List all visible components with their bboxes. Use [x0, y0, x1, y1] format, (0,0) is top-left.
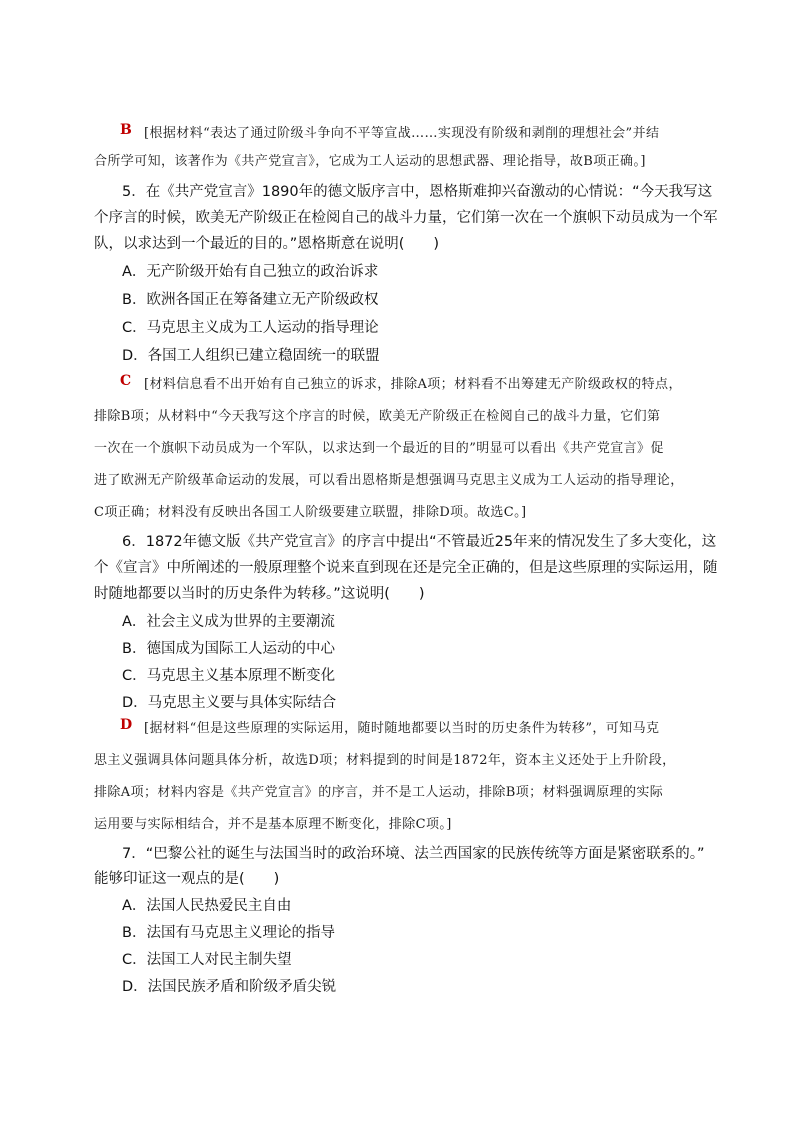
option-b: B．欧洲各国正在筹备建立无产阶级政权: [122, 292, 379, 308]
option-a: A．社会主义成为世界的主要潮流: [122, 614, 335, 630]
answer-line: [94, 373, 682, 392]
answer-text: [据材料“但是这些原理的实际运用，随时随地都要以当时的历史条件为转移”，可知马克: [144, 721, 660, 736]
option-b: B．法国有马克思主义理论的指导: [122, 925, 335, 941]
question-line: 个序言的时候，欧美无产阶级正在检阅自己的战斗力量，它们第一次在一个旗帜下动员成为一个军: [94, 210, 718, 226]
answer-line: 进了欧洲无产阶级革命运动的发展，可以看出恩格斯是想强调马克思主义成为工人运动的指导理论，: [94, 473, 684, 488]
question-line: 个《宣言》中所阐述的一般原理整个说来直到现在还是完全正确的，但是这些原理的实际运用，随: [94, 560, 718, 576]
option-b: B．德国成为国际工人运动的中心: [122, 641, 335, 657]
option-c: C．马克思主义基本原理不断变化: [122, 668, 336, 684]
answer-line: 运用要与实际相结合，并不是基本原理不断变化，排除C项。]: [94, 817, 452, 832]
question-line: 能够印证这一观点的是( ): [94, 871, 280, 887]
option-a: A．法国人民热爱民主自由: [122, 898, 292, 914]
question-line: 时随地都要以当时的历史条件为转移。”这说明( ): [94, 586, 425, 602]
answer-line: 排除A项；材料内容是《共产党宣言》的序言，并不是工人运动，排除B项；材料强调原理的实际: [94, 785, 664, 800]
question-line: 7．“巴黎公社的诞生与法国当时的政治环境、法兰西国家的民族传统等方面是紧密联系的。”: [122, 846, 705, 862]
answer-line: 一次在一个旗帜下动员成为一个军队，以求达到一个最近的目的”明显可以看出《共产党宣言》促: [94, 441, 664, 456]
answer-text: [根据材料“表达了通过阶级斗争向不平等宣战……实现没有阶级和剥削的理想社会”并结: [144, 126, 660, 141]
answer-text: [材料信息看不出开始有自己独立的诉求，排除A项；材料看不出筹建无产阶级政权的特点，: [144, 377, 682, 392]
question-line: 6．1872年德文版《共产党宣言》的序言中提出“不管最近25年来的情况发生了多大变化，这: [122, 534, 717, 550]
option-a: A．无产阶级开始有自己独立的政治诉求: [122, 264, 379, 280]
option-c: C．马克思主义成为工人运动的指导理论: [122, 320, 379, 336]
answer-letter: D: [120, 717, 133, 733]
answer-line: [94, 122, 659, 141]
option-c: C．法国工人对民主制失望: [122, 952, 292, 968]
question-line: 队，以求达到一个最近的目的。”恩格斯意在说明( ): [94, 236, 440, 252]
option-d: D．各国工人组织已建立稳固统一的联盟: [122, 348, 380, 364]
option-d: D．法国民族矛盾和阶级矛盾尖锐: [122, 979, 337, 995]
answer-line: 合所学可知，该著作为《共产党宣言》，它成为工人运动的思想武器、理论指导，故B项正确。]: [94, 154, 646, 169]
answer-line: 排除B项；从材料中“今天我写这个序言的时候，欧美无产阶级正在检阅自己的战斗力量，它们第: [94, 409, 661, 424]
option-d: D．马克思主义要与具体实际结合: [122, 695, 337, 711]
answer-letter: B: [120, 122, 133, 138]
answer-line: C项正确；材料没有反映出各国工人阶级要建立联盟，排除D项。故选C。]: [94, 505, 527, 520]
question-line: 5．在《共产党宣言》1890年的德文版序言中，恩格斯难抑兴奋激动的心情说：“今天我写这: [122, 184, 713, 200]
answer-line: 思主义强调具体问题具体分析，故选D项；材料提到的时间是1872年，资本主义还处于上升阶段，: [94, 753, 676, 768]
answer-letter: C: [120, 373, 132, 389]
answer-line: [94, 717, 659, 736]
